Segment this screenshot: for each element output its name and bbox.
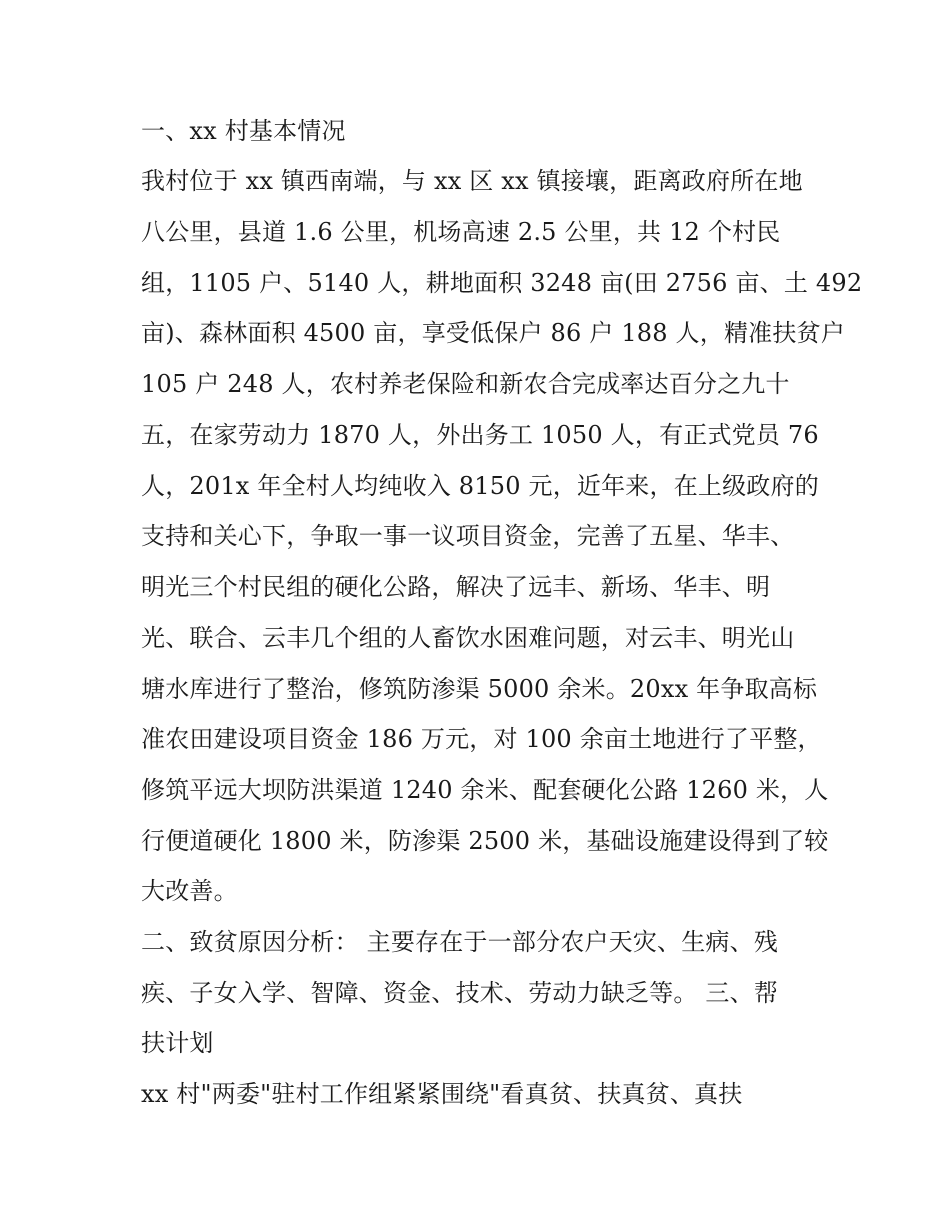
paragraph-line: 准农田建设项目资金 186 万元，对 100 余亩土地进行了平整， — [141, 725, 822, 753]
paragraph-line: 我村位于 xx 镇西南端，与 xx 区 xx 镇接壤，距离政府所在地 — [141, 167, 803, 195]
paragraph-line: 五，在家劳动力 1870 人，外出务工 1050 人，有正式党员 76 — [141, 421, 819, 449]
paragraph-line: 支持和关心下，争取一事一议项目资金，完善了五星、华丰、 — [141, 522, 795, 550]
paragraph-line: 人，201x 年全村人均纯收入 8150 元，近年来，在上级政府的 — [141, 472, 819, 500]
paragraph-line: 组，1105 户、5140 人，耕地面积 3248 亩(田 2756 亩、土 492 — [141, 269, 863, 297]
paragraph-line: xx 村"两委"驻村工作组紧紧围绕"看真贫、扶真贫、真扶 — [141, 1080, 743, 1108]
paragraph-line: 塘水库进行了整治，修筑防渗渠 5000 余米。20xx 年争取高标 — [141, 675, 818, 703]
paragraph-line: 105 户 248 人，农村养老保险和新农合完成率达百分之九十 — [141, 370, 790, 398]
paragraph-line: 明光三个村民组的硬化公路，解决了远丰、新场、华丰、明 — [141, 573, 771, 601]
section-heading-2: 二、致贫原因分析： 主要存在于一部分农户天灾、生病、残 — [141, 928, 779, 956]
section-heading-3: 扶计划 — [141, 1029, 214, 1057]
paragraph-line: 亩)、森林面积 4500 亩，享受低保户 86 户 188 人，精准扶贫户 — [141, 319, 845, 347]
paragraph-line: 大改善。 — [141, 877, 238, 905]
paragraph-line: 修筑平远大坝防洪渠道 1240 余米、配套硬化公路 1260 米，人 — [141, 776, 829, 804]
section-heading-1: 一、xx 村基本情况 — [141, 117, 346, 145]
paragraph-line: 八公里，县道 1.6 公里，机场高速 2.5 公里，共 12 个村民 — [141, 218, 781, 246]
paragraph-line: 光、联合、云丰几个组的人畜饮水困难问题，对云丰、明光山 — [141, 624, 795, 652]
paragraph-line: 行便道硬化 1800 米，防渗渠 2500 米，基础设施建设得到了较 — [141, 827, 829, 855]
paragraph-line: 疾、子女入学、智障、资金、技术、劳动力缺乏等。 三、帮 — [141, 979, 779, 1007]
